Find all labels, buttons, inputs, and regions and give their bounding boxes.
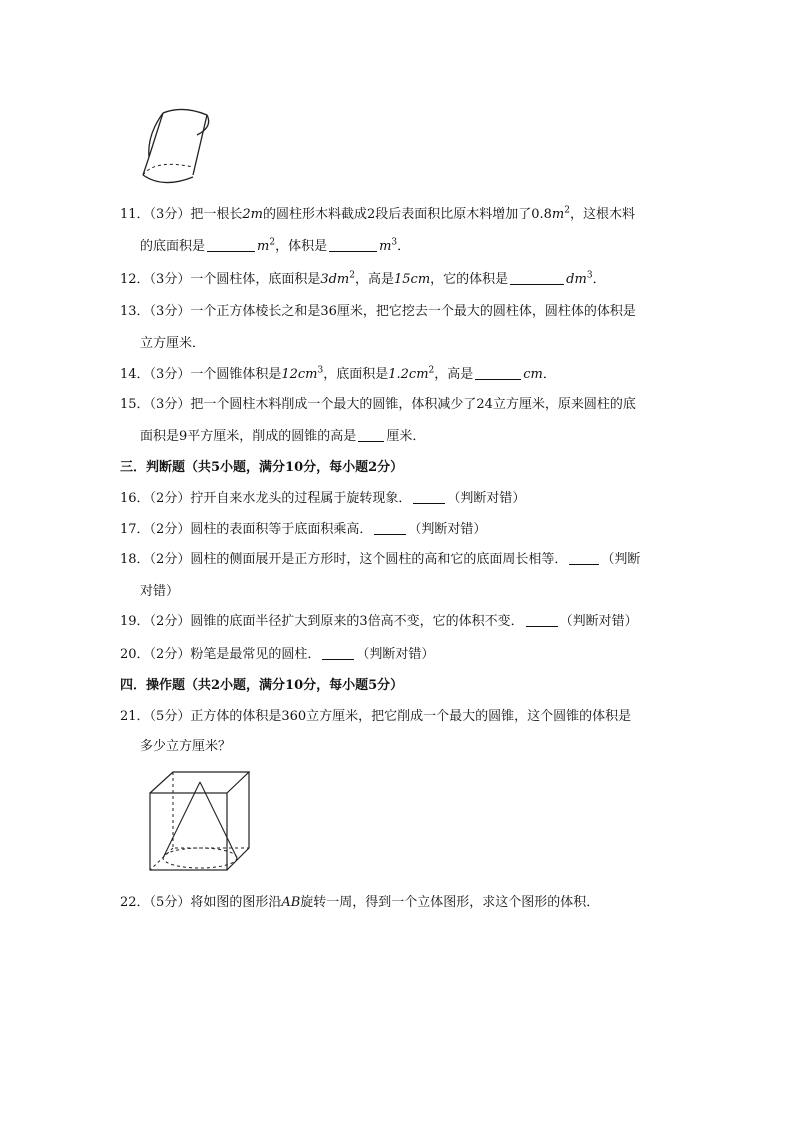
q14-sup2: 2 bbox=[428, 365, 435, 376]
cut-cylinder-figure bbox=[135, 105, 220, 190]
q11-text-g: 的底面积是 bbox=[140, 239, 206, 254]
q11-sup: 2 bbox=[564, 205, 570, 216]
q12-unit: dm bbox=[566, 272, 587, 287]
q11-sup-volume: 3 bbox=[391, 237, 398, 248]
question-16 bbox=[120, 489, 525, 509]
question-18-line1 bbox=[120, 550, 640, 570]
q12-sup: 2 bbox=[349, 270, 355, 281]
q12-text-g: ． bbox=[592, 272, 606, 287]
q12-text-e: ，它的体积是 bbox=[430, 272, 509, 287]
q14-base: 1.2cm bbox=[388, 367, 429, 382]
q21-volume: 360 bbox=[281, 709, 307, 724]
q18-text-c: 对错） bbox=[140, 584, 180, 599]
q21-text-a: 21．（5分）正方体的体积是 bbox=[120, 709, 282, 724]
q20-text-a: 20．（2分）粉笔是最常见的圆柱． bbox=[120, 647, 321, 662]
q11-length: 2m bbox=[242, 207, 263, 222]
q16-blank[interactable] bbox=[413, 489, 445, 504]
q15-text-d: 面积是 bbox=[140, 429, 180, 444]
q18-text-a: 18．（2分）圆柱的侧面展开是正方形时，这个圆柱的高和它的底面周长相等． bbox=[120, 552, 568, 567]
q16-text-a: 16．（2分）拧开自来水龙头的过程属于旋转现象． bbox=[120, 491, 412, 506]
q11-text-b: 的圆柱形木料截成 bbox=[262, 207, 367, 222]
q17-text-b: （判断对错） bbox=[408, 522, 487, 537]
q12-base: 3dm bbox=[320, 272, 350, 287]
section-4-heading: 四．操作题（共2小题，满分10分，每小题5分） bbox=[120, 678, 404, 693]
q14-text-a: 14．（3分）一个圆锥体积是 bbox=[120, 367, 282, 382]
question-18-line2 bbox=[140, 582, 179, 602]
q15-reduction: 24 bbox=[476, 397, 493, 412]
q13-text-d: 立方厘米． bbox=[140, 336, 206, 351]
q11-blank-volume[interactable] bbox=[329, 237, 377, 252]
q14-sup: 3 bbox=[317, 365, 324, 376]
q17-text-a: 17．（2分）圆柱的表面积等于底面积乘高． bbox=[120, 522, 373, 537]
q11-unit-area: m bbox=[257, 239, 270, 254]
q18-text-b: （判断 bbox=[601, 552, 641, 567]
q15-blank[interactable] bbox=[358, 427, 384, 442]
q15-text-f: 平方厘米，削成的圆锥的高是 bbox=[187, 429, 357, 444]
q19-text-c: 倍高不变，它的体积不变． bbox=[367, 614, 524, 629]
cube-cone-figure bbox=[145, 768, 255, 876]
q11-text-f: ，这根木料 bbox=[569, 207, 635, 222]
q13-text-a: 13．（3分）一个正方体棱长之和是 bbox=[120, 304, 321, 319]
q13-text-c: 厘米，把它挖去一个最大的圆柱体，圆柱体的体积是 bbox=[336, 304, 636, 319]
q22-axis: AB bbox=[281, 895, 301, 910]
question-19 bbox=[120, 612, 638, 632]
question-13-line1 bbox=[120, 302, 636, 322]
q11-sup-area: 2 bbox=[269, 237, 276, 248]
question-11-line2 bbox=[140, 237, 410, 257]
q11-text-k: ． bbox=[397, 239, 411, 254]
q12-height: 15cm bbox=[394, 272, 431, 287]
q19-factor: 3 bbox=[359, 614, 368, 629]
q14-text-e: ，高是 bbox=[434, 367, 474, 382]
question-13-line2 bbox=[140, 334, 205, 354]
question-17 bbox=[120, 520, 486, 540]
q15-text-c: 立方厘米，原来圆柱的底 bbox=[492, 397, 636, 412]
q11-text-c: 2段后表面积比原木料增加了 bbox=[366, 207, 532, 222]
question-15-line1 bbox=[120, 395, 636, 415]
q20-blank[interactable] bbox=[322, 645, 354, 660]
q14-text-g: ． bbox=[542, 367, 556, 382]
q19-blank[interactable] bbox=[526, 612, 558, 627]
question-22 bbox=[120, 893, 599, 913]
q22-text-a: 22．（5分）将如图的图形沿 bbox=[120, 895, 282, 910]
section-3-heading: 三．判断题（共5小题，满分10分，每小题2分） bbox=[120, 460, 404, 475]
question-11-line1 bbox=[120, 205, 635, 225]
q11-blank-area[interactable] bbox=[207, 237, 255, 252]
q18-blank[interactable] bbox=[569, 550, 599, 565]
question-21-line2 bbox=[140, 737, 231, 757]
q19-text-a: 19．（2分）圆锥的底面半径扩大到原来的 bbox=[120, 614, 360, 629]
question-15-line2 bbox=[140, 427, 425, 447]
q21-text-d: 多少立方厘米？ bbox=[140, 739, 232, 754]
q14-text-c: ，底面积是 bbox=[323, 367, 389, 382]
q12-text-c: ，高是 bbox=[354, 272, 394, 287]
question-12 bbox=[120, 270, 606, 290]
q11-text-i: ，体积是 bbox=[275, 239, 328, 254]
q14-unit: cm bbox=[523, 367, 543, 382]
q19-text-d: （判断对错） bbox=[559, 614, 638, 629]
q20-text-b: （判断对错） bbox=[356, 647, 435, 662]
question-14 bbox=[120, 365, 556, 385]
q11-text-a: 11．（3分）把一根长 bbox=[120, 207, 243, 222]
q11-unit-volume: m bbox=[379, 239, 392, 254]
q13-edge-sum: 36 bbox=[320, 304, 337, 319]
q22-text-c: 旋转一周，得到一个立体图形，求这个图形的体积． bbox=[300, 895, 600, 910]
q12-blank[interactable] bbox=[510, 270, 564, 285]
q11-increase: 0.8 bbox=[531, 207, 552, 222]
q21-text-c: 立方厘米，把它削成一个最大的圆锥，这个圆锥的体积是 bbox=[306, 709, 632, 724]
q12-text-a: 12．（3分）一个圆柱体，底面积是 bbox=[120, 272, 321, 287]
q15-text-a: 15．（3分）把一个圆柱木料削成一个最大的圆锥，体积减少了 bbox=[120, 397, 477, 412]
question-20 bbox=[120, 645, 434, 665]
q14-blank[interactable] bbox=[475, 365, 521, 380]
q15-text-g: 厘米． bbox=[386, 429, 426, 444]
q14-volume: 12cm bbox=[281, 367, 318, 382]
q16-text-b: （判断对错） bbox=[447, 491, 526, 506]
question-21-line1 bbox=[120, 707, 631, 727]
q17-blank[interactable] bbox=[374, 520, 406, 535]
q12-sup2: 3 bbox=[586, 270, 593, 281]
q15-base: 9 bbox=[179, 429, 188, 444]
q11-unit: m bbox=[551, 207, 565, 222]
